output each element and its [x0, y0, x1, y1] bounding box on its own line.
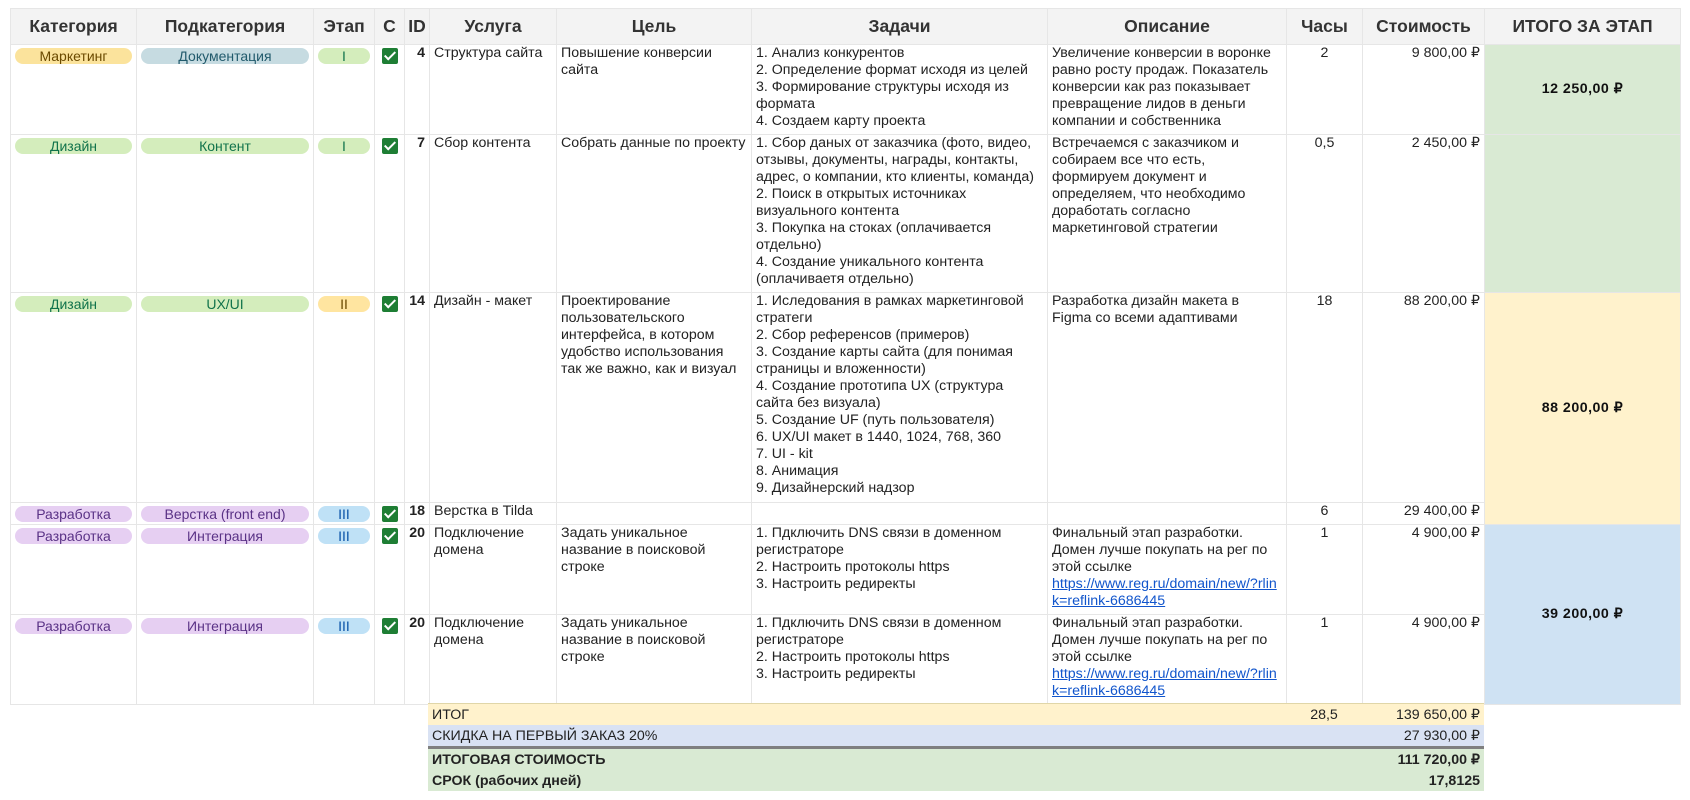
subcategory-chip[interactable]: Верстка (front end) [141, 506, 309, 522]
id-cell[interactable]: 7 [405, 135, 430, 293]
table-row [11, 525, 1681, 615]
check-cell[interactable] [375, 525, 405, 615]
stage-chip[interactable]: III [318, 618, 370, 634]
category-chip[interactable]: Разработка [15, 528, 132, 544]
id-cell[interactable]: 18 [405, 503, 430, 525]
description-cell[interactable] [1048, 615, 1287, 705]
stage-cell[interactable] [314, 135, 375, 293]
hours-cell[interactable]: 2 [1287, 45, 1363, 135]
tasks-cell[interactable]: 1. Иследования в рамках маркетинговой стратеги 2. Сбор референсов (примеров) 3. Создание карты сайта (для понимая страницы и вложенности) 4. Создание прототипа UX (структура сайта без визуала) 5. Создание UF (путь пользователя) 6. UX/UI макет в 1440, 1024, 768, 360 7. UI - kit 8. Анимация 9. Дизайнерский надзор [752, 293, 1048, 503]
description-text: Финальный этап разработки. Домен лучше покупать на рег по этой ссылке [1052, 615, 1268, 665]
header-id[interactable]: ID [405, 9, 430, 45]
checkbox-checked-icon[interactable] [382, 506, 398, 522]
category-cell[interactable] [11, 615, 137, 705]
hours-cell[interactable]: 18 [1287, 293, 1363, 503]
hours-cell[interactable]: 1 [1287, 525, 1363, 615]
term-label[interactable]: СРОК (рабочих дней) [428, 770, 1286, 791]
header-goal[interactable]: Цель [557, 9, 752, 45]
domain-link[interactable]: https://www.reg.ru/domain/new/?rlink=reflink-6686445 [1052, 666, 1277, 699]
description-text: Встречаемся с заказчиком и собираем все что есть, формируем документ и определяем, что необходимо доработать согласно маркетинговой стратегии [1052, 135, 1246, 236]
goal-cell[interactable]: Повышение конверсии сайта [557, 45, 752, 135]
header-description[interactable]: Описание [1048, 9, 1287, 45]
stage-cell[interactable] [314, 615, 375, 705]
subcategory-chip[interactable]: Контент [141, 138, 309, 154]
goal-cell[interactable]: Проектирование пользовательского интерфейса, в котором удобство использования так же важно, как и визуал [557, 293, 752, 503]
tasks-cell[interactable]: 1. Пдключить DNS связи в доменном регистраторе 2. Настроить протоколы https 3. Настроить редиректы [752, 525, 1048, 615]
cost-cell[interactable]: 9 800,00 ₽ [1363, 45, 1485, 135]
tasks-cell[interactable] [752, 503, 1048, 525]
description-cell[interactable] [1048, 135, 1287, 293]
final-empty[interactable] [1286, 748, 1362, 771]
goal-cell[interactable]: Задать уникальное название в поисковой строке [557, 525, 752, 615]
discount-value[interactable]: 27 930,00 ₽ [1362, 725, 1484, 748]
stage-total-1[interactable]: 12 250,00 ₽ [1485, 45, 1681, 135]
header-service[interactable]: Услуга [430, 9, 557, 45]
subcategory-cell[interactable] [137, 503, 314, 525]
description-text: Увеличение конверсии в воронке равно росту продаж. Показатель конверсии как раз показывает превращение лидов в деньги компании и собственника [1052, 45, 1271, 129]
header-stage-total[interactable]: ИТОГО ЗА ЭТАП [1485, 9, 1681, 45]
total-cost[interactable]: 139 650,00 ₽ [1362, 704, 1484, 726]
description-cell[interactable] [1048, 503, 1287, 525]
service-cell[interactable]: Верстка в Tilda [430, 503, 557, 525]
category-chip[interactable]: Разработка [15, 506, 132, 522]
cost-cell[interactable]: 29 400,00 ₽ [1363, 503, 1485, 525]
check-cell[interactable] [375, 135, 405, 293]
checkbox-checked-icon[interactable] [382, 138, 398, 154]
stage-total-2[interactable]: 88 200,00 ₽ [1485, 293, 1681, 525]
total-hours[interactable]: 28,5 [1286, 704, 1362, 726]
table-row [11, 503, 1681, 525]
term-empty[interactable] [1286, 770, 1362, 791]
term-value[interactable]: 17,8125 [1362, 770, 1484, 791]
spreadsheet [10, 8, 1681, 705]
discount-empty[interactable] [1286, 725, 1362, 748]
description-cell[interactable] [1048, 293, 1287, 503]
category-chip[interactable]: Разработка [15, 618, 132, 634]
header-subcategory[interactable]: Подкатегория [137, 9, 314, 45]
category-cell[interactable] [11, 135, 137, 293]
category-chip[interactable]: Дизайн [15, 296, 132, 312]
subcategory-chip[interactable]: Документация [141, 48, 309, 64]
discount-label[interactable]: СКИДКА НА ПЕРВЫЙ ЗАКАЗ 20% [428, 725, 1286, 748]
id-cell[interactable]: 20 [405, 525, 430, 615]
subcategory-cell[interactable] [137, 525, 314, 615]
subcategory-chip[interactable]: UX/UI [141, 296, 309, 312]
summary-term-row [428, 770, 1484, 791]
stage-chip[interactable]: I [318, 48, 370, 64]
header-cost[interactable]: Стоимость [1363, 9, 1485, 45]
subcategory-chip[interactable]: Интеграция [141, 618, 309, 634]
id-cell[interactable]: 4 [405, 45, 430, 135]
service-cell[interactable]: Подключение домена [430, 615, 557, 705]
tasks-cell[interactable]: 1. Сбор даных от заказчика (фото, видео, отзывы, документы, награды, контакты, адрес, о компании, кто клиенты, команда) 2. Поиск в открытых источниках визуального контента 3. Покупка на стоках (оплачивается отдельно) 4. Создание уникального контента (оплачиваетя отдельно) [752, 135, 1048, 293]
hours-cell[interactable]: 1 [1287, 615, 1363, 705]
stage-cell[interactable] [314, 503, 375, 525]
table-row [11, 135, 1681, 293]
category-cell[interactable] [11, 293, 137, 503]
check-cell[interactable] [375, 615, 405, 705]
table-row [11, 615, 1681, 705]
final-label[interactable]: ИТОГОВАЯ СТОИМОСТЬ [428, 748, 1286, 771]
stage-chip[interactable]: II [318, 296, 370, 312]
id-cell[interactable]: 20 [405, 615, 430, 705]
stage-total-1-cont [1485, 135, 1681, 293]
description-cell[interactable] [1048, 45, 1287, 135]
tasks-cell[interactable]: 1. Анализ конкурентов 2. Определение формат исходя из целей 3. Формирование структуры исходя из формата 4. Создаем карту проекта [752, 45, 1048, 135]
tasks-cell[interactable]: 1. Пдключить DNS связи в доменном регистраторе 2. Настроить протоколы https 3. Настроить редиректы [752, 615, 1048, 705]
checkbox-checked-icon[interactable] [382, 296, 398, 312]
header-row [11, 9, 1681, 45]
subcategory-cell[interactable] [137, 45, 314, 135]
stage-cell[interactable] [314, 525, 375, 615]
category-chip[interactable]: Маркетинг [15, 48, 132, 64]
service-cell[interactable]: Подключение домена [430, 525, 557, 615]
stage-chip[interactable]: I [318, 138, 370, 154]
cost-cell[interactable]: 2 450,00 ₽ [1363, 135, 1485, 293]
stage-chip[interactable]: III [318, 506, 370, 522]
header-tasks[interactable]: Задачи [752, 9, 1048, 45]
subcategory-cell[interactable] [137, 135, 314, 293]
summary-table [428, 703, 1484, 791]
header-category[interactable]: Категория [11, 9, 137, 45]
stage-total-3[interactable]: 39 200,00 ₽ [1485, 525, 1681, 705]
checkbox-checked-icon[interactable] [382, 528, 398, 544]
table-row [11, 293, 1681, 503]
final-value[interactable]: 111 720,00 ₽ [1362, 748, 1484, 771]
checkbox-checked-icon[interactable] [382, 618, 398, 634]
description-cell[interactable] [1048, 525, 1287, 615]
stage-chip[interactable]: III [318, 528, 370, 544]
cost-cell[interactable]: 4 900,00 ₽ [1363, 525, 1485, 615]
id-cell[interactable]: 14 [405, 293, 430, 503]
cost-cell[interactable]: 88 200,00 ₽ [1363, 293, 1485, 503]
header-hours[interactable]: Часы [1287, 9, 1363, 45]
goal-cell[interactable] [557, 503, 752, 525]
stage-cell[interactable] [314, 293, 375, 503]
category-cell[interactable] [11, 525, 137, 615]
hours-cell[interactable]: 0,5 [1287, 135, 1363, 293]
service-cell[interactable]: Сбор контента [430, 135, 557, 293]
summary-total-row [428, 704, 1484, 726]
goal-cell[interactable]: Задать уникальное название в поисковой строке [557, 615, 752, 705]
service-cell[interactable]: Дизайн - макет [430, 293, 557, 503]
description-text: Разработка дизайн макета в Figma со всеми адаптивами [1052, 293, 1239, 326]
hours-cell[interactable]: 6 [1287, 503, 1363, 525]
description-text: Финальный этап разработки. Домен лучше покупать на рег по этой ссылке [1052, 525, 1268, 575]
summary-discount-row [428, 725, 1484, 748]
category-chip[interactable]: Дизайн [15, 138, 132, 154]
subcategory-cell[interactable] [137, 293, 314, 503]
check-cell[interactable] [375, 45, 405, 135]
subcategory-cell[interactable] [137, 615, 314, 705]
header-stage[interactable]: Этап [314, 9, 375, 45]
stage-cell[interactable] [314, 45, 375, 135]
summary-final-row [428, 748, 1484, 771]
category-cell[interactable] [11, 45, 137, 135]
estimate-table [10, 8, 1681, 705]
table-row [11, 45, 1681, 135]
header-check[interactable]: С [375, 9, 405, 45]
subcategory-chip[interactable]: Интеграция [141, 528, 309, 544]
domain-link[interactable]: https://www.reg.ru/domain/new/?rlink=reflink-6686445 [1052, 576, 1277, 609]
total-label[interactable]: ИТОГ [428, 704, 1286, 726]
check-cell[interactable] [375, 293, 405, 503]
cost-cell[interactable]: 4 900,00 ₽ [1363, 615, 1485, 705]
goal-cell[interactable]: Собрать данные по проекту [557, 135, 752, 293]
checkbox-checked-icon[interactable] [382, 48, 398, 64]
category-cell[interactable] [11, 503, 137, 525]
check-cell[interactable] [375, 503, 405, 525]
service-cell[interactable]: Структура сайта [430, 45, 557, 135]
